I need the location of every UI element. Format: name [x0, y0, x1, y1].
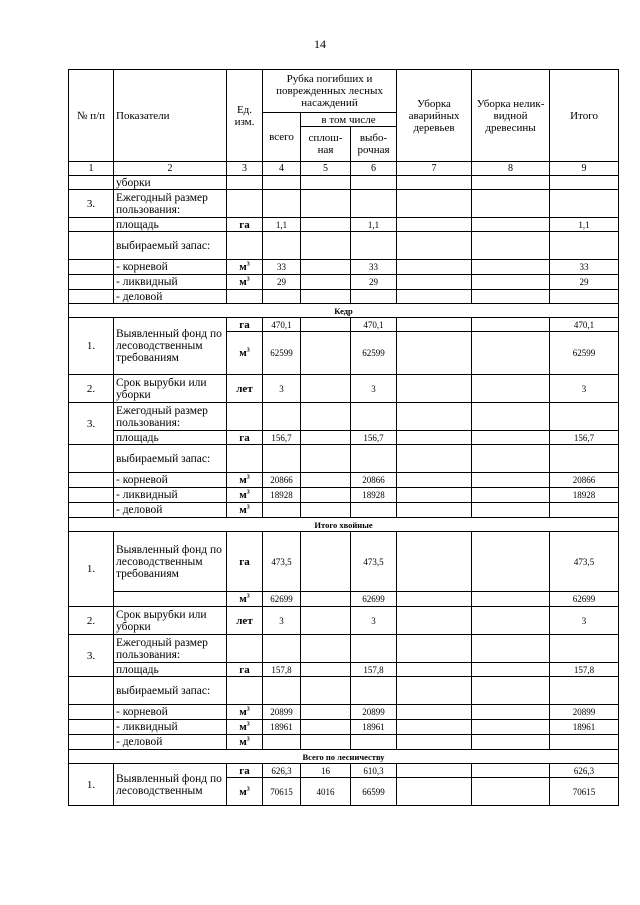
unit-cell: $м^3$ [227, 260, 263, 275]
unit-cell: $м^3$ [227, 592, 263, 607]
row-label: Срок вырубки или уборки [114, 607, 227, 635]
unit-cell: га [227, 532, 263, 592]
value-cell: 20899 [263, 705, 301, 720]
row-num: 3. [69, 635, 114, 677]
value-cell: 70615 [550, 778, 619, 806]
value-cell: 18928 [263, 488, 301, 503]
header-itogo: Итого [550, 70, 619, 162]
value-cell: 3 [550, 375, 619, 403]
col-number: 3 [227, 162, 263, 176]
unit-cell: $м^3$ [227, 503, 263, 518]
unit-cell: $м^3$ [227, 705, 263, 720]
row-label: Срок вырубки или уборки [114, 375, 227, 403]
col-number: 4 [263, 162, 301, 176]
section-header-kedr: Кедр [69, 304, 619, 318]
page-number: 14 [314, 37, 326, 51]
unit-cell: га [227, 318, 263, 332]
value-cell: 33 [263, 260, 301, 275]
value-cell: 66599 [351, 778, 397, 806]
value-cell: 626,3 [550, 764, 619, 778]
row-num: 2. [69, 607, 114, 635]
value-cell: 62599 [263, 332, 301, 375]
value-cell: 1,1 [263, 218, 301, 232]
row-label: выбираемый запас: [114, 677, 227, 705]
unit-cell: га [227, 431, 263, 445]
unit-cell: га [227, 218, 263, 232]
unit-cell: $м^3$ [227, 488, 263, 503]
unit-cell: лет [227, 375, 263, 403]
value-cell: 1,1 [351, 218, 397, 232]
value-cell: 610,3 [351, 764, 397, 778]
value-cell: 4016 [301, 778, 351, 806]
row-label: - ликвидный [114, 275, 227, 290]
value-cell: 157,8 [351, 663, 397, 677]
row-label: Выявленный фонд по лесоводственным требованиям [114, 532, 227, 592]
value-cell: 18928 [550, 488, 619, 503]
row-label: Выявленный фонд по лесоводственным [114, 764, 227, 806]
value-cell: 3 [550, 607, 619, 635]
row-label: Ежегодный размер пользования: [114, 635, 227, 663]
section-header-conifers: Итого хвойные [69, 518, 619, 532]
col-number: 8 [472, 162, 550, 176]
unit-cell: $м^3$ [227, 275, 263, 290]
header-num: № п/п [69, 70, 114, 162]
value-cell: 62699 [351, 592, 397, 607]
header-indicators: Показатели [114, 70, 227, 162]
value-cell: 62599 [351, 332, 397, 375]
value-cell: 3 [263, 375, 301, 403]
value-cell: 29 [263, 275, 301, 290]
col-number: 2 [114, 162, 227, 176]
value-cell: 29 [550, 275, 619, 290]
row-label: - корневой [114, 705, 227, 720]
value-cell: 473,5 [351, 532, 397, 592]
value-cell: 18961 [550, 720, 619, 735]
value-cell: 470,1 [351, 318, 397, 332]
value-cell: 20899 [550, 705, 619, 720]
row-label: выбираемый запас: [114, 445, 227, 473]
value-cell: 20866 [351, 473, 397, 488]
unit-cell: га [227, 764, 263, 778]
row-label: Ежегодный размер пользования: [114, 190, 227, 218]
value-cell: 33 [550, 260, 619, 275]
value-cell: 3 [351, 375, 397, 403]
value-cell: 3 [263, 607, 301, 635]
row-num: 2. [69, 375, 114, 403]
col-number: 6 [351, 162, 397, 176]
value-cell: 626,3 [263, 764, 301, 778]
col-number: 5 [301, 162, 351, 176]
value-cell: 20866 [263, 473, 301, 488]
row-num: 1. [69, 318, 114, 375]
value-cell: 20866 [550, 473, 619, 488]
value-cell: 16 [301, 764, 351, 778]
value-cell: 470,1 [550, 318, 619, 332]
row-label: - деловой [114, 503, 227, 518]
header-felling: Рубка погибших и поврежденных лесных насаждений [263, 70, 397, 113]
col-number: 1 [69, 162, 114, 176]
value-cell: 33 [351, 260, 397, 275]
unit-cell: $м^3$ [227, 735, 263, 750]
value-cell: 18928 [351, 488, 397, 503]
header-selective: выбо-рочная [351, 127, 397, 162]
value-cell: 473,5 [550, 532, 619, 592]
header-total: всего [263, 113, 301, 162]
row-num: 1. [69, 764, 114, 806]
value-cell: 29 [351, 275, 397, 290]
header-clear: сплош-ная [301, 127, 351, 162]
col-number: 7 [397, 162, 472, 176]
header-unit: Ед. изм. [227, 70, 263, 162]
unit-cell: $м^3$ [227, 332, 263, 375]
value-cell: 62599 [550, 332, 619, 375]
value-cell: 156,7 [351, 431, 397, 445]
row-label: - ликвидный [114, 720, 227, 735]
unit-cell: лет [227, 607, 263, 635]
row-label: - ликвидный [114, 488, 227, 503]
forestry-table [68, 69, 619, 806]
row-num: 3. [69, 190, 114, 218]
unit-cell: $м^3$ [227, 720, 263, 735]
row-label: уборки [114, 176, 227, 190]
value-cell: 18961 [263, 720, 301, 735]
row-label: Выявленный фонд по лесоводственным требованиям [114, 318, 227, 375]
value-cell: 470,1 [263, 318, 301, 332]
value-cell: 3 [351, 607, 397, 635]
col-number: 9 [550, 162, 619, 176]
value-cell: 473,5 [263, 532, 301, 592]
header-incl: в том числе [301, 113, 397, 127]
row-num: 3. [69, 403, 114, 445]
row-num: 1. [69, 532, 114, 607]
row-label: выбираемый запас: [114, 232, 227, 260]
value-cell: 20899 [351, 705, 397, 720]
row-label: - корневой [114, 473, 227, 488]
value-cell: 62699 [263, 592, 301, 607]
value-cell: 18961 [351, 720, 397, 735]
row-label: - корневой [114, 260, 227, 275]
value-cell: 157,8 [263, 663, 301, 677]
row-label: - деловой [114, 735, 227, 750]
value-cell: 70615 [263, 778, 301, 806]
value-cell: 156,7 [550, 431, 619, 445]
row-label: площадь [114, 218, 227, 232]
unit-cell: га [227, 663, 263, 677]
header-nonliquid: Уборка нелик-видной древесины [472, 70, 550, 162]
row-label: площадь [114, 663, 227, 677]
header-emergency: Уборка аварийных деревьев [397, 70, 472, 162]
row-label: площадь [114, 431, 227, 445]
value-cell: 157,8 [550, 663, 619, 677]
value-cell: 156,7 [263, 431, 301, 445]
value-cell: 1,1 [550, 218, 619, 232]
unit-cell: $м^3$ [227, 778, 263, 806]
row-label: Ежегодный размер пользования: [114, 403, 227, 431]
row-label: - деловой [114, 290, 227, 304]
value-cell: 62699 [550, 592, 619, 607]
section-header-forestry: Всего по лесничеству [69, 750, 619, 764]
unit-cell: $м^3$ [227, 473, 263, 488]
